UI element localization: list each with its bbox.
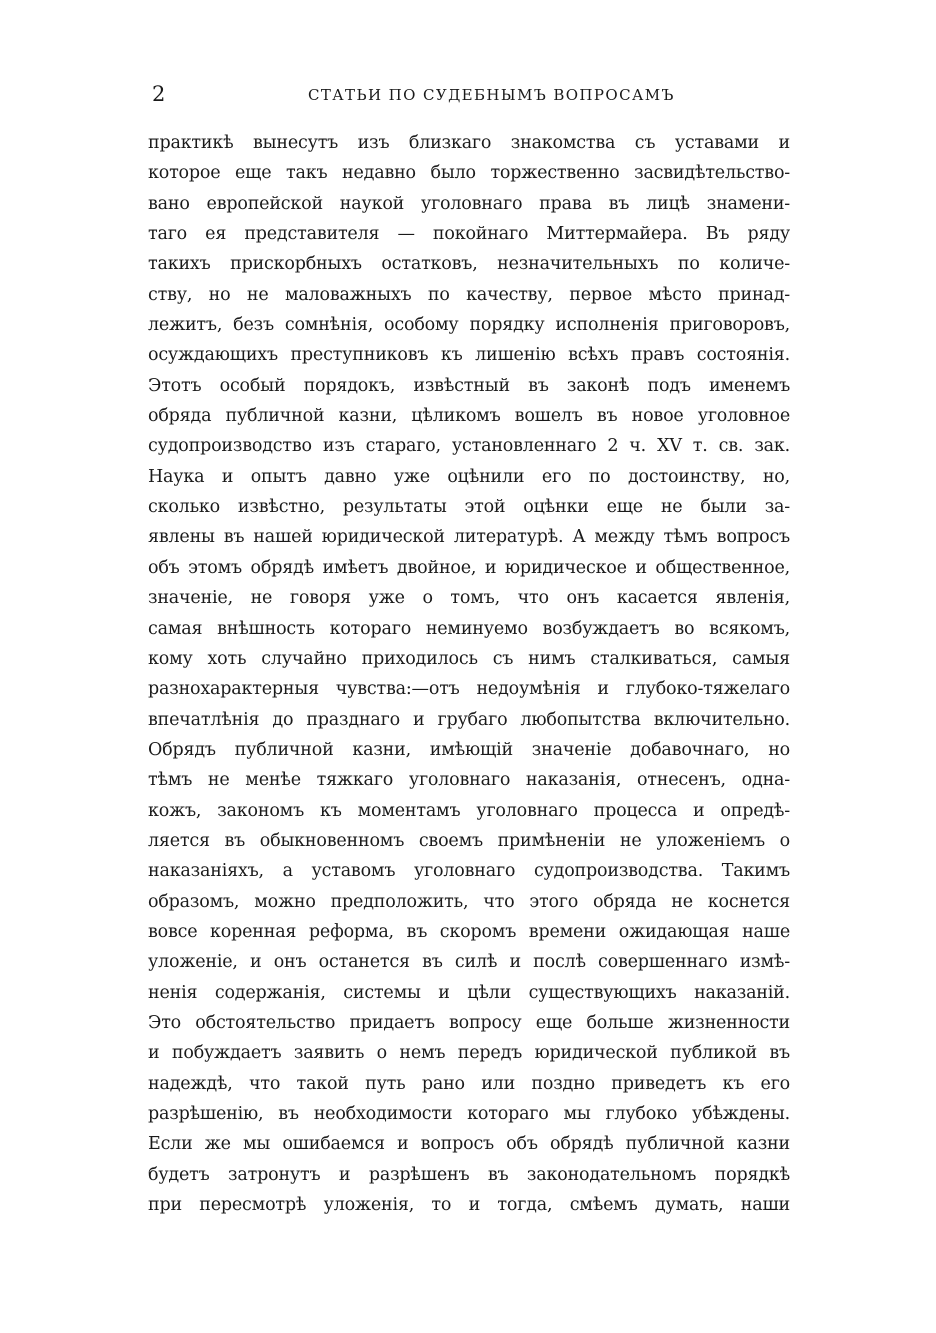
text-line: таго ея представителя — покойнаго Миттермайера. Въ ряду: [148, 224, 790, 245]
text-line: практикѣ вынесутъ изъ близкаго знакомства съ уставами и: [148, 133, 790, 153]
text-line: наказаніяхъ, а уставомъ уголовнаго судопроизводства. Такимъ: [148, 861, 790, 882]
text-line: и побуждаетъ заявить о немъ передъ юридической публикой въ: [148, 1043, 790, 1064]
text-line: разнохарактерныя чувства:—отъ недоумѣнія и глубоко-тяжелаго: [148, 679, 790, 700]
text-line: явлены въ нашей юридической литературѣ. А между тѣмъ вопросъ: [148, 527, 790, 548]
text-line: значеніе, не говоря уже о томъ, что онъ касается явленія,: [148, 588, 790, 609]
text-line: образомъ, можно предположить, что этого обряда не коснется: [148, 891, 790, 912]
text-line: лежитъ, безъ сомнѣнія, особому порядку исполненія приговоровъ,: [148, 315, 790, 336]
text-line: кожъ, закономъ къ моментамъ уголовнаго процесса и опредѣ-: [148, 800, 790, 821]
text-line: кому хоть случайно приходилось съ нимъ сталкиваться, самыя: [148, 648, 790, 669]
text-line: которое еще такъ недавно было торжественно засвидѣтельство-: [148, 163, 790, 184]
text-line: уложеніе, и онъ останется въ силѣ и послѣ совершеннаго измѣ-: [148, 952, 790, 973]
page-number: 2: [152, 82, 166, 106]
text-line: будетъ затронутъ и разрѣшенъ въ законодательномъ порядкѣ: [148, 1164, 790, 1185]
text-line: судопроизводство изъ стараго, установленнаго 2 ч. XV т. св. зак.: [148, 436, 790, 457]
text-line: Наука и опытъ давно уже оцѣнили его по достоинству, но,: [148, 466, 790, 487]
text-line: осуждающихъ преступниковъ къ лишенію всѣхъ правъ состоянія.: [148, 345, 790, 366]
text-line: Этотъ особый порядокъ, извѣстный въ законѣ подъ именемъ: [148, 375, 790, 396]
text-line: вано европейской наукой уголовнаго права въ лицѣ знамени-: [148, 193, 790, 214]
text-line: сколько извѣстно, результаты этой оцѣнки еще не были за-: [148, 497, 790, 518]
text-line: разрѣшенію, въ необходимости котораго мы глубоко убѣждены.: [148, 1104, 790, 1124]
text-line: Если же мы ошибаемся и вопросъ объ обрядѣ публичной казни: [148, 1134, 790, 1155]
text-line: самая внѣшность котораго неминуемо возбуждаетъ во всякомъ,: [148, 618, 790, 639]
text-line: ненія содержанія, системы и цѣли существующихъ наказаній.: [148, 982, 790, 1003]
text-line: тѣмъ не менѣе тяжкаго уголовнаго наказанія, отнесенъ, одна-: [148, 770, 790, 791]
running-title: СТАТЬИ ПО СУДЕБНЫМЪ ВОПРОСАМЪ: [308, 86, 675, 104]
text-line: Обрядъ публичной казни, имѣющій значеніе добавочнаго, но: [148, 739, 790, 760]
body-text: [148, 128, 790, 1220]
text-line: ству, но не маловажныхъ по качеству, первое мѣсто принад-: [148, 284, 790, 305]
text-line: надеждѣ, что такой путь рано или поздно приведетъ къ его: [148, 1073, 790, 1094]
page-header: [148, 80, 790, 108]
text-line: объ этомъ обрядѣ имѣетъ двойное, и юридическое и общественное,: [148, 557, 790, 578]
text-line: обряда публичной казни, цѣликомъ вошелъ въ новое уголовное: [148, 406, 790, 427]
text-line: Это обстоятельство придаетъ вопросу еще больше жизненности: [148, 1012, 790, 1033]
text-line: такихъ прискорбныхъ остатковъ, незначительныхъ по количе-: [148, 254, 790, 275]
text-line: впечатлѣнія до празднаго и грубаго любопытства включительно.: [148, 709, 790, 730]
text-line: при пересмотрѣ уложенія, то и тогда, смѣемъ думать, наши: [148, 1195, 790, 1216]
text-line: вовсе коренная реформа, въ скоромъ времени ожидающая наше: [148, 921, 790, 942]
text-line: ляется въ обыкновенномъ своемъ примѣненіи не уложеніемъ о: [148, 830, 790, 851]
